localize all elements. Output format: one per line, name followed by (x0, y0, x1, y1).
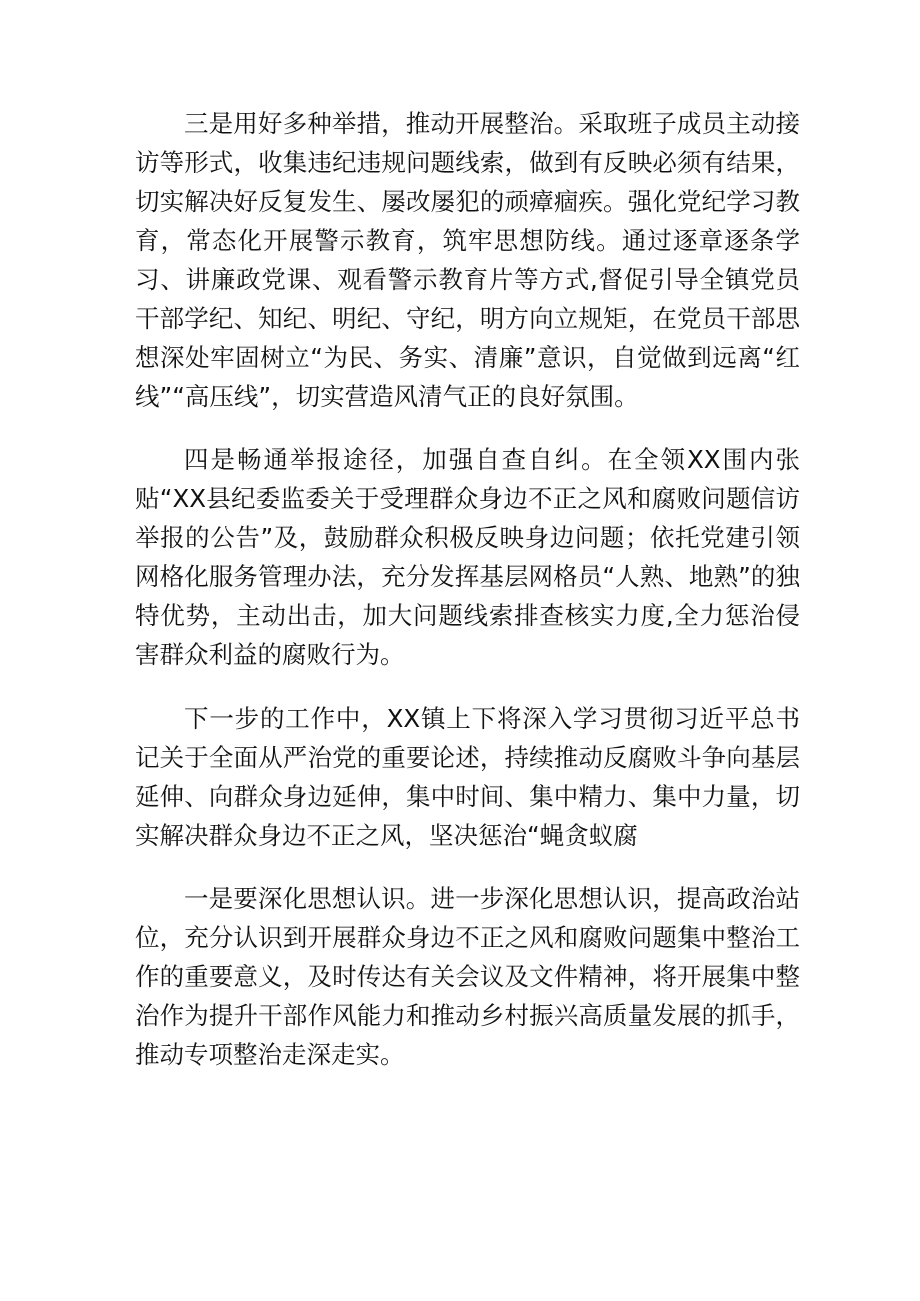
paragraph-deepen-understanding: 一是要深化思想认识。进一步深化思想认识，提高政治站位，充分认识到开展群众身边不正之风和腐败问题集中整治工作的重要意义，及时传达有关会议及文件精神，将开展集中整治作为提升干部作风能力和推动乡村振兴高质量发展的抓手，推动专项整治走深走实。 (135, 884, 800, 1069)
paragraph-next-steps: 下一步的工作中，XX镇上下将深入学习贯彻习近平总书记关于全面从严治党的重要论述，持续推动反腐败斗争向基层延伸、向群众身边延伸，集中时间、集中精力、集中力量，切实解决群众身边不正之风，坚决惩治“蝇贪蚁腐 (135, 704, 800, 850)
document-body (135, 104, 800, 1074)
paragraph-reporting: 四是畅通举报途径，加强自查自纠。在全领XX围内张贴“XX县纪委监委关于受理群众身边不正之风和腐败问题信访举报的公告”及，鼓励群众积极反映身边问题；依托党建引领网格化服务管理办法，充分发挥基层网格员“人熟、地熟”的独特优势，主动出击，加大问题线索排查核实力度,全力惩治侵害群众利益的腐败行为。 (135, 445, 800, 669)
paragraph-measures: 三是用好多种举措，推动开展整治。采取班子成员主动接访等形式，收集违纪违规问题线索，做到有反映必须有结果，切实解决好反复发生、屡改屡犯的顽瘴痼疾。强化党纪学习教育，常态化开展警示教育，筑牢思想防线。通过逐章逐条学习、讲廉政党课、观看警示教育片等方式,督促引导全镇党员干部学纪、知纪、明纪、守纪，明方向立规矩，在党员干部思想深处牢固树立“为民、务实、清廉”意识，自觉做到远离“红线”“高压线”，切实营造风清气正的良好氛围。 (135, 109, 800, 411)
